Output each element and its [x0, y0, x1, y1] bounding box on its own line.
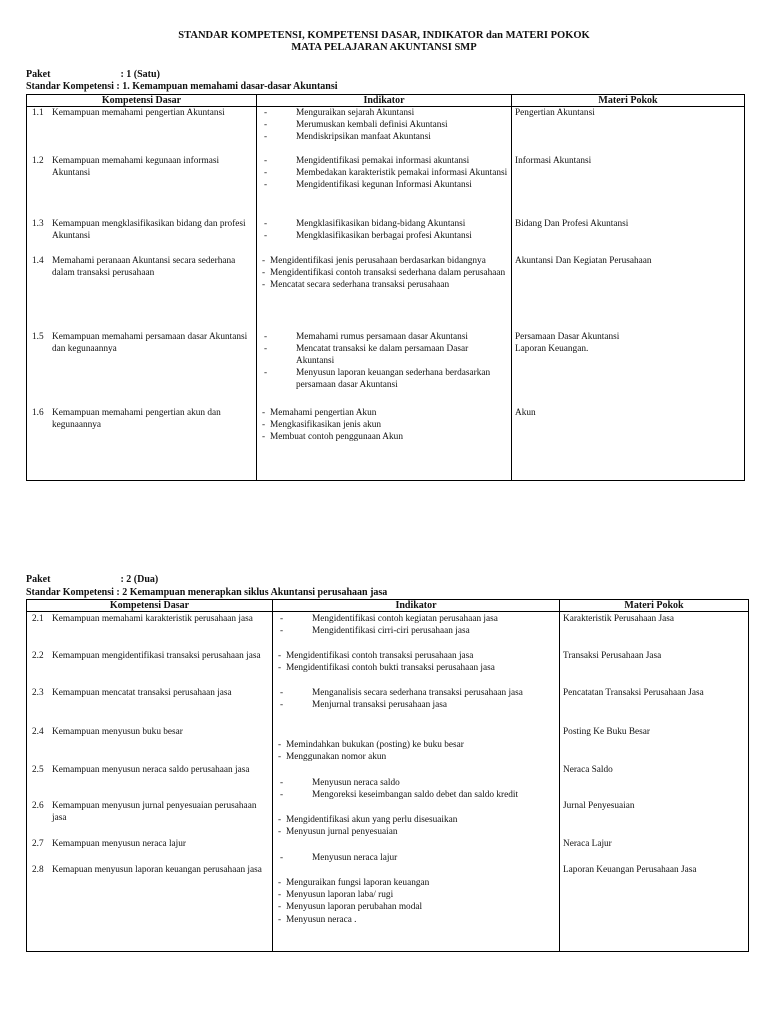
materi-pokok-cell: Posting Ke Buku Besar — [563, 727, 651, 737]
kompetensi-dasar-cell: 1.1 Kemampuan memahami pengertian Akuntansi — [32, 108, 225, 118]
indikator-item: - Mengidentifikasi kegunan Informasi Akuntansi — [264, 179, 472, 190]
paket-2-label: Paket : 2 (Dua) — [26, 574, 159, 585]
indikator-item: - Menyusun neraca . — [278, 914, 357, 925]
kompetensi-dasar-cell: 1.4 Memahami peranaan Akuntansi secara sederhana dalam transaksi perusahaan — [32, 255, 236, 278]
indikator-item: - Mengklasifikasikan bidang-bidang Akuntansi — [264, 218, 466, 229]
indikator-item: - Menyusun laporan keuangan sederhana berdasarkan persamaan dasar Akuntansi — [264, 368, 491, 391]
indikator-item: - Mendiskripsikan manfaat Akuntansi — [264, 132, 431, 143]
materi-pokok-cell: Neraca Lajur — [563, 839, 612, 849]
indikator-group — [276, 852, 556, 864]
indikator-group — [276, 650, 556, 674]
header-kompetensi-dasar: Kompetensi Dasar — [27, 95, 257, 107]
indikator-item: - Menyusun laporan perubahan modal — [278, 902, 423, 913]
kompetensi-dasar-cell: 2.6 Kemampuan menyusun jurnal penyesuaian perusahaan jasa — [32, 801, 257, 824]
kompetensi-dasar-column — [27, 612, 273, 952]
table-row — [27, 407, 745, 481]
kompetensi-dasar-cell: 1.6 Kemampuan memahami pengertian akun dan kegunaannya — [32, 407, 221, 430]
indikator-item: - Membuat contoh penggunaan Akun — [262, 431, 403, 442]
indikator-item: - Memindahkan bukukan (posting) ke buku besar — [278, 740, 464, 750]
indikator-item: - Menguraikan sejarah Akuntansi — [264, 108, 415, 118]
paket-2-table — [26, 599, 749, 952]
indikator-item: - Menyusun neraca saldo — [280, 778, 400, 788]
document-title: STANDAR KOMPETENSI, KOMPETENSI DASAR, INDIKATOR dan MATERI POKOK — [178, 30, 590, 41]
kompetensi-dasar-cell: 1.2 Kemampuan memahami kegunaan informasi Akuntansi — [32, 155, 220, 178]
indikator-group — [276, 814, 556, 838]
materi-pokok-cell: Karakteristik Perusahaan Jasa — [563, 614, 675, 624]
indikator-item: - Mencatat transaksi ke dalam persamaan Dasar Akuntansi — [264, 343, 469, 366]
indikator-item: - Mengklasifikasikan berbagai profesi Akuntansi — [264, 230, 472, 241]
indikator-item: - Menjurnal transaksi perusahaan jasa — [280, 700, 448, 711]
kompetensi-dasar-cell: 2.1 Kemampuan memahami karakteristik perusahaan jasa — [32, 614, 253, 624]
materi-pokok-cell: Persamaan Dasar Akuntansi — [515, 331, 620, 342]
kompetensi-dasar-cell: 1.3 Kemampuan mengklasifikasikan bidang dan profesi Akuntansi — [32, 218, 246, 241]
indikator-item: - Memahami rumus persamaan dasar Akuntansi — [264, 331, 468, 342]
paket-1-label: Paket : 1 (Satu) — [26, 69, 160, 80]
indikator-item: - Mengkasifikasikan jenis akun — [262, 419, 382, 430]
kompetensi-dasar-cell: 1.5 Kemampuan memahami persamaan dasar Akuntansi dan kegunaannya — [32, 331, 248, 354]
table-row — [27, 612, 749, 952]
indikator-item: - Mencatat secara sederhana transaksi perusahaan — [262, 279, 450, 290]
indikator-item: - Menganalisis secara sederhana transaksi perusahaan jasa — [280, 688, 523, 698]
paket-1-standar-kompetensi: Standar Kompetensi : 1. Kemampuan memahami dasar-dasar Akuntansi — [26, 81, 338, 92]
kompetensi-dasar-cell: 2.5 Kemampuan menyusun neraca saldo perusahaan jasa — [32, 765, 250, 775]
materi-pokok-cell: Informasi Akuntansi — [515, 155, 592, 166]
kompetensi-dasar-cell: 2.3 Kemampuan mencatat transaksi perusahaan jasa — [32, 688, 232, 698]
indikator-item: - Mengidentifikasi contoh kegiatan perusahaan jasa — [280, 614, 498, 624]
table-row — [27, 155, 745, 218]
table-row — [27, 107, 745, 155]
materi-pokok-cell: Pencatatan Transaksi Perusahaan Jasa — [563, 688, 704, 698]
indikator-item: - Menyusun laporan laba/ rugi — [278, 890, 394, 901]
materi-pokok-cell: Akuntansi Dan Kegiatan Perusahaan — [515, 255, 652, 266]
indikator-item: - Mengidentifikasi contoh bukti transaksi perusahaan jasa — [278, 663, 495, 674]
table-row — [27, 218, 745, 255]
materi-pokok-cell: Neraca Saldo — [563, 765, 613, 775]
materi-pokok-cell: Transaksi Perusahaan Jasa — [563, 651, 662, 661]
indikator-group — [276, 777, 556, 801]
materi-pokok-cell: Akun — [515, 407, 536, 418]
header-kompetensi-dasar: Kompetensi Dasar — [27, 600, 273, 612]
table-row — [27, 255, 745, 331]
paket-2-standar-kompetensi: Standar Kompetensi : 2 Kemampuan menerapkan siklus Akuntansi perusahaan jasa — [26, 587, 388, 598]
kompetensi-dasar-cell: 2.4 Kemampuan menyusun buku besar — [32, 727, 183, 737]
indikator-item: - Mengidentifikasi jenis perusahaan berdasarkan bidangnya — [262, 255, 486, 266]
kompetensi-dasar-cell: 2.8 Kemapuan menyusun laporan keuangan perusahaan jasa — [32, 865, 262, 875]
materi-pokok-cell: Pengertian Akuntansi — [515, 108, 595, 118]
indikator-item: - Menguraikan fungsi laporan keuangan — [278, 878, 430, 888]
indikator-item: - Menggunakan nomor akun — [278, 752, 387, 763]
materi-pokok-column — [560, 612, 749, 952]
kompetensi-dasar-cell: 2.2 Kemampuan mengidentifikasi transaksi perusahaan jasa — [32, 651, 261, 661]
indikator-item: - Mengidentifikasi contoh transaksi perusahaan jasa — [278, 651, 474, 661]
paket-1-table — [26, 94, 745, 481]
indikator-item: - Memahami pengertian Akun — [262, 407, 377, 418]
indikator-group — [276, 613, 556, 637]
indikator-item: - Mengoreksi keseimbangan saldo debet dan saldo kredit — [280, 790, 519, 801]
indikator-item: - Mengidentifikasi akun yang perlu disesuaikan — [278, 815, 458, 825]
table-row — [27, 331, 745, 407]
materi-pokok-cell: Laporan Keuangan Perusahaan Jasa — [563, 865, 697, 875]
document-subtitle: MATA PELAJARAN AKUNTANSI SMP — [291, 42, 477, 53]
indikator-column — [273, 612, 560, 952]
materi-pokok-cell: Jurnal Penyesuaian — [563, 801, 635, 811]
header-indikator: Indikator — [257, 95, 512, 107]
indikator-group — [276, 687, 556, 711]
indikator-item: - Membedakan karakteristik pemakai informasi Akuntansi — [264, 167, 508, 178]
header-materi-pokok: Materi Pokok — [560, 600, 749, 612]
indikator-item: - Menyusun jurnal penyesuaian — [278, 827, 398, 838]
indikator-item: - Menyusun neraca lajur — [280, 853, 398, 863]
kompetensi-dasar-cell: 2.7 Kemampuan menyusun neraca lajur — [32, 839, 186, 849]
indikator-item: - Mengidentifikasi pemakai informasi akuntansi — [264, 155, 470, 166]
indikator-group — [276, 739, 556, 763]
header-materi-pokok: Materi Pokok — [512, 95, 745, 107]
indikator-item: - Merumuskan kembali definisi Akuntansi — [264, 120, 448, 131]
materi-pokok-cell: Bidang Dan Profesi Akuntansi — [515, 218, 629, 229]
materi-pokok-cell: Laporan Keuangan. — [515, 343, 589, 354]
indikator-group — [276, 877, 556, 926]
indikator-item: - Mengidentifikasi cirri-ciri perusahaan jasa — [280, 626, 470, 637]
indikator-item: - Mengidentifikasi contoh transaksi sederhana dalam perusahaan — [262, 267, 506, 278]
header-indikator: Indikator — [273, 600, 560, 612]
